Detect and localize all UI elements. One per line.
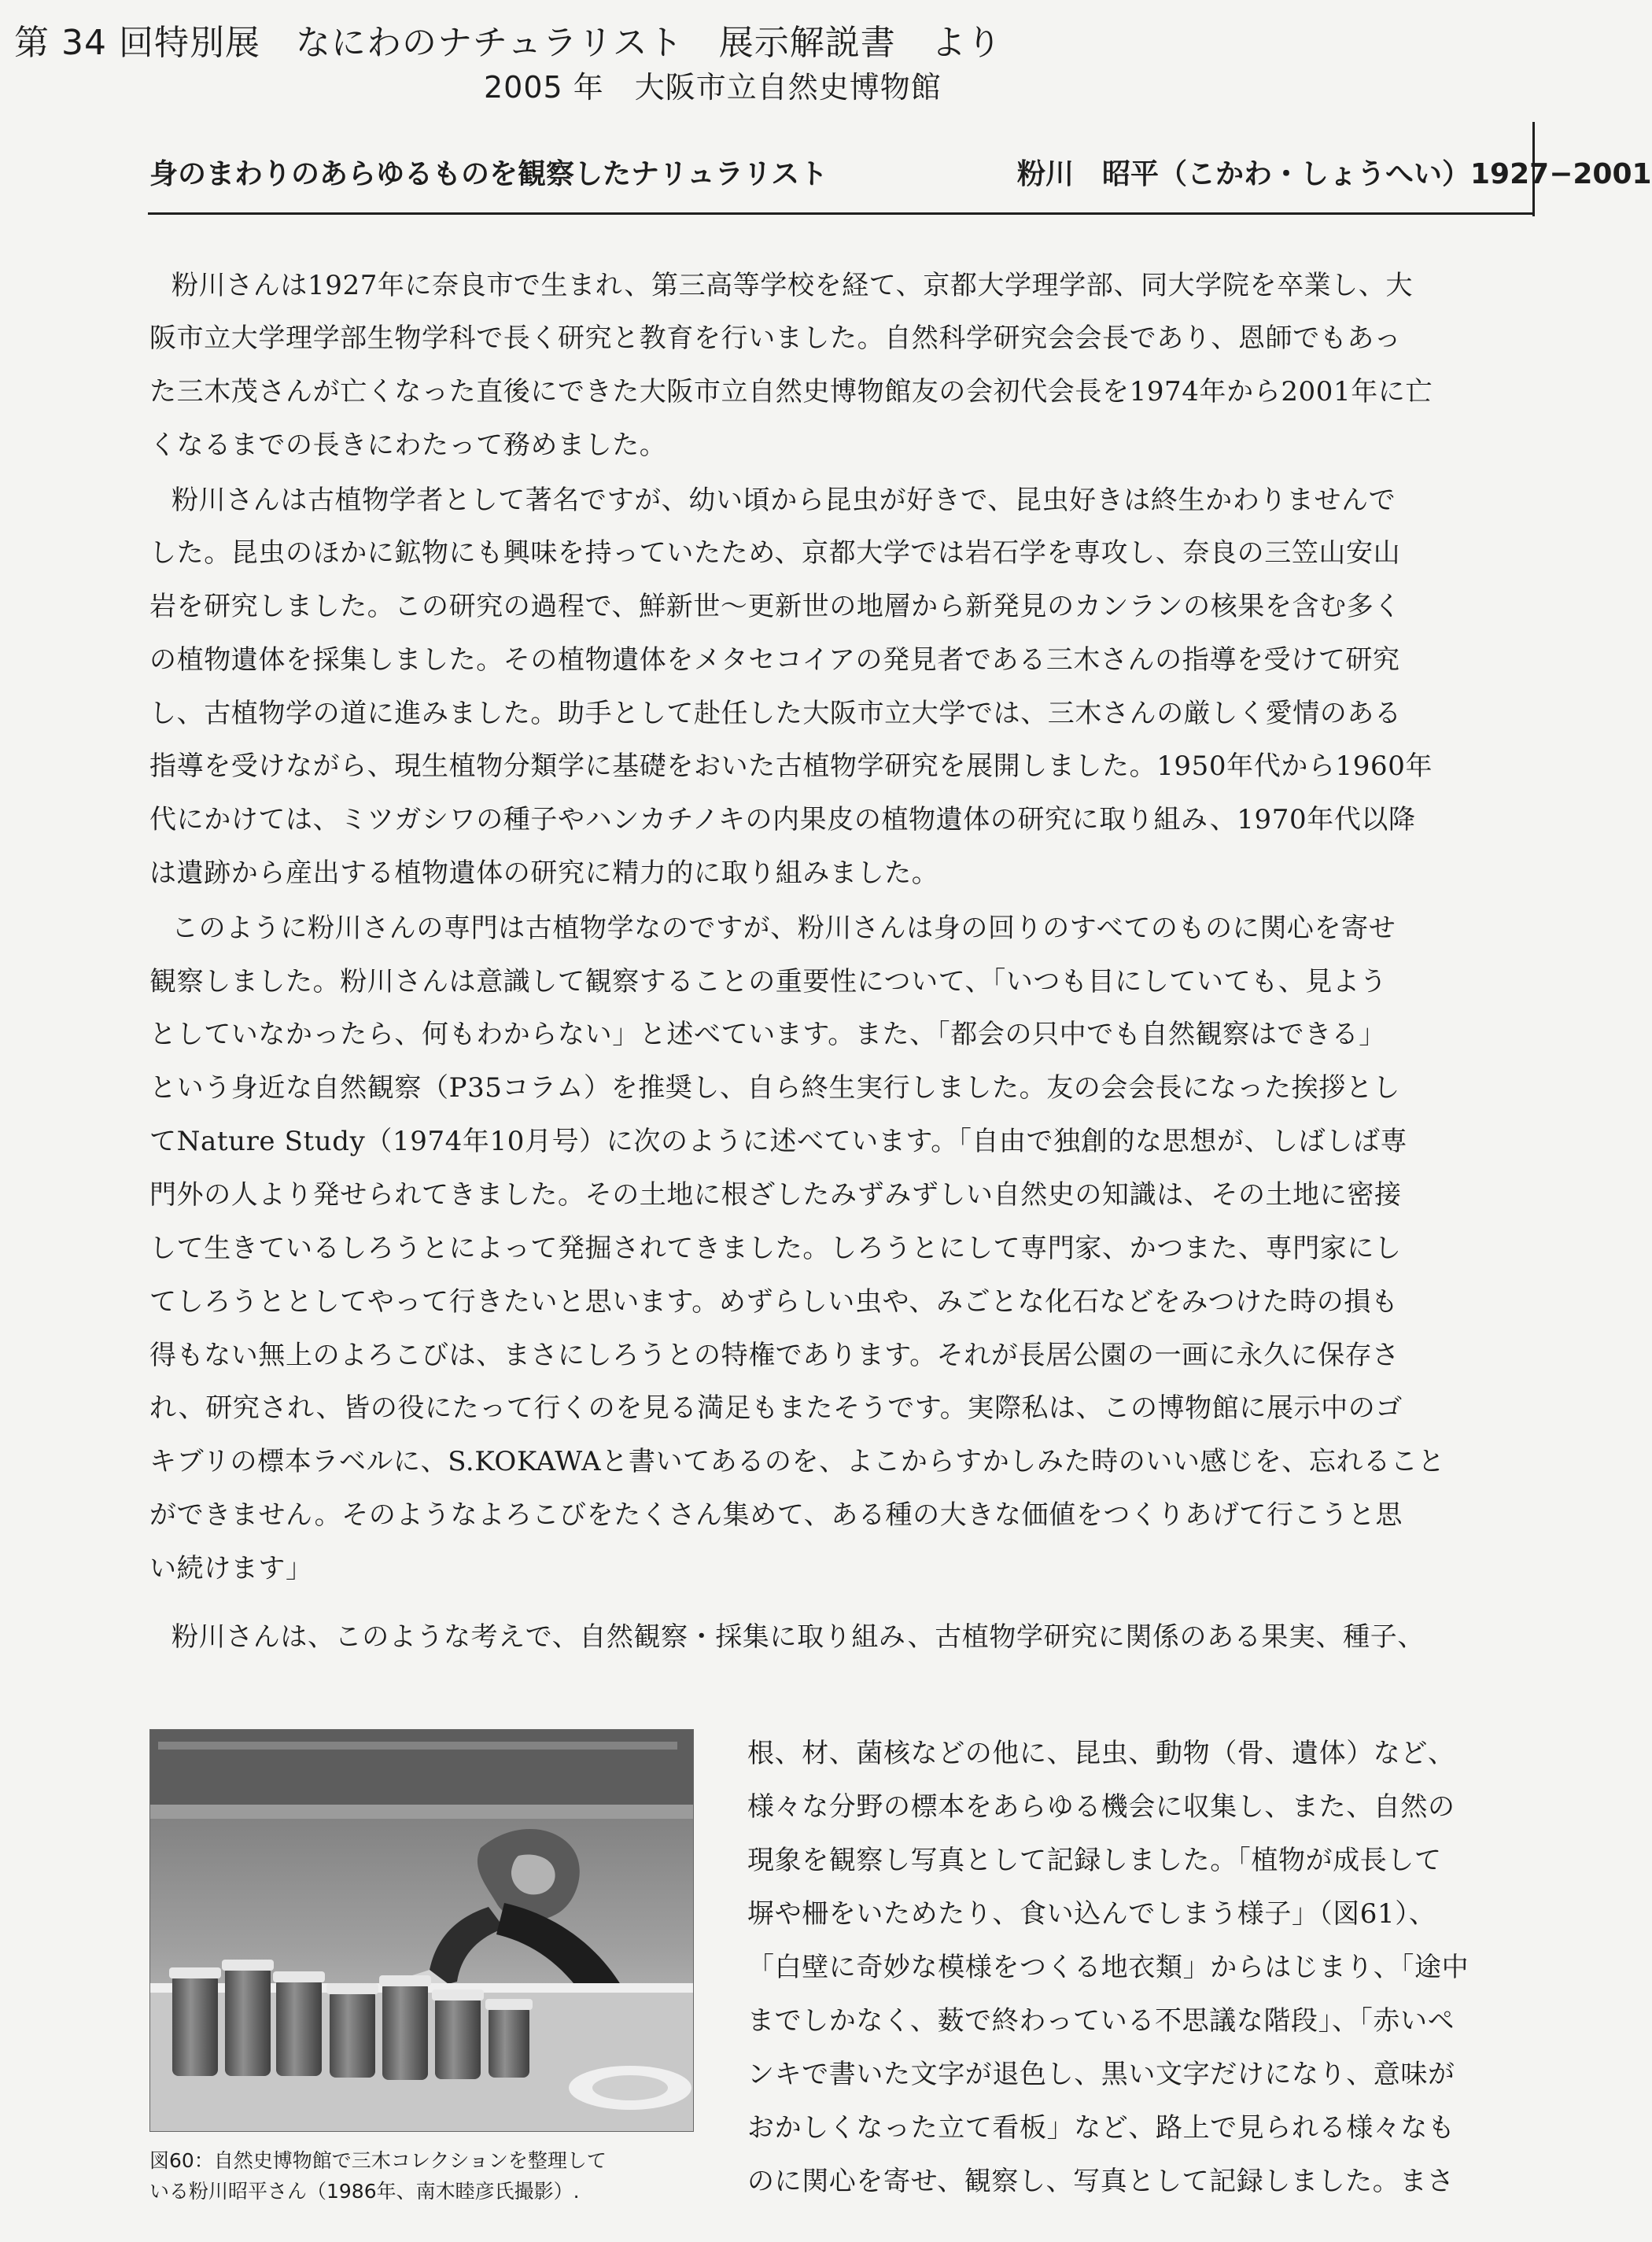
article-body-line: てしろうととしてやって行きたいと思います。めずらしい虫や、みごとな化石などをみつけた時の損も bbox=[149, 1286, 1399, 1318]
article-body-line: し、古植物学の道に進みました。助手として赴任した大阪市立大学では、三木さんの厳しく愛情のある bbox=[149, 698, 1402, 729]
article-body-line: た三木茂さんが亡くなった直後にできた大阪市立自然史博物館友の会初代会長を1974年から2001年に亡 bbox=[149, 376, 1433, 407]
article-body-line: は遺跡から産出する植物遺体の研究に精力的に取り組みました。 bbox=[149, 857, 939, 889]
article-body-line: 得もない無上のよろこびは、まさにしろうとの特権であります。それが長居公園の一画に永久に保存さ bbox=[149, 1340, 1399, 1371]
header-publisher: 2005 年 大阪市立自然史博物館 bbox=[484, 70, 942, 105]
article-body-line: 指導を受けながら、現生植物分類学に基礎をおいた古植物学研究を展開しました。1950年代から1960年 bbox=[149, 750, 1433, 782]
article-body-column-line: 塀や柵をいためたり、食い込んでしまう様子」（図61）、 bbox=[747, 1898, 1436, 1930]
article-body-line: としていなかったら、何もわからない」と述べています。また、「都会の只中でも自然観察はできる」 bbox=[149, 1019, 1386, 1050]
article-body-line: い続けます」 bbox=[149, 1553, 313, 1584]
figure-caption-line: いる粉川昭平さん（1986年、南木睦彦氏撮影）. bbox=[149, 2180, 580, 2203]
article-body-column-line: おかしくなった立て看板」など、路上で見られる様々なも bbox=[747, 2112, 1455, 2144]
article-body-line: キブリの標本ラベルに、S.KOKAWAと書いてあるのを、よこからすかしみた時のいい感じを、忘れること bbox=[149, 1446, 1445, 1477]
article-body-column-line: 現象を観察し写真として記録しました。「植物が成長して bbox=[747, 1845, 1442, 1876]
article-body-line: 粉川さんは1927年に奈良市で生まれ、第三高等学校を経て、京都大学理学部、同大学院を卒業し、大 bbox=[171, 270, 1414, 301]
article-author: 粉川 昭平（こかわ・しょうへい）1927−2001 bbox=[1017, 158, 1652, 190]
article-body-line: くなるまでの長きにわたって務めました。 bbox=[149, 430, 667, 461]
article-body-line: 門外の人より発せられてきました。その土地に根ざしたみずみずしい自然史の知識は、その土地に密接 bbox=[149, 1179, 1402, 1211]
article-body-column-line: のに関心を寄せ、観察し、写真として記録しました。まさ bbox=[747, 2166, 1455, 2197]
article-body-line: 代にかけては、ミツガシワの種子やハンカチノキの内果皮の植物遺体の研究に取り組み、1970年代以降 bbox=[149, 804, 1416, 835]
article-title-box bbox=[148, 122, 1652, 216]
article-body-line: れ、研究され、皆の役にたって行くのを見る満足もまたそうです。実際私は、この博物館に展示中のゴ bbox=[149, 1392, 1403, 1424]
article-body-column-line: ンキで書いた文字が退色し、黒い文字だけになり、意味が bbox=[747, 2059, 1455, 2090]
figure-photo bbox=[149, 1729, 694, 2132]
article-body-line: という身近な自然観察（P35コラム）を推奨し、自ら終生実行しました。友の会会長になった挨拶とし bbox=[149, 1072, 1400, 1104]
article-body-column-line: までしかなく、薮で終わっている不思議な階段」、「赤いペ bbox=[747, 2005, 1455, 2037]
article-body-line: 粉川さんは古植物学者として著名ですが、幼い頃から昆虫が好きで、昆虫好きは終生かわりませんで bbox=[171, 485, 1396, 516]
article-title: 身のまわりのあらゆるものを観察したナリュラリスト bbox=[149, 158, 828, 190]
title-divider bbox=[148, 212, 1534, 215]
figure-caption bbox=[149, 2145, 716, 2207]
article-body-line: した。昆虫のほかに鉱物にも興味を持っていたため、京都大学では岩石学を専攻し、奈良の三笠山安山 bbox=[149, 537, 1401, 569]
header-exhibition-title: 第 34 回特別展 なにわのナチュラリスト 展示解説書 より bbox=[14, 23, 1002, 63]
article-body-line: 岩を研究しました。この研究の過程で、鮮新世〜更新世の地層から新発見のカンランの核果を含む多く bbox=[149, 591, 1401, 622]
article-body-line: 粉川さんは、このような考えで、自然観察・採集に取り組み、古植物学研究に関係のある果実、種子、 bbox=[171, 1621, 1425, 1653]
article-body-line: して生きているしろうとによって発掘されてきました。しろうとにして専門家、かつまた、専門家にし bbox=[149, 1233, 1402, 1264]
article-body-line: の植物遺体を採集しました。その植物遺体をメタセコイアの発見者である三木さんの指導を受けて研究 bbox=[149, 644, 1400, 676]
article-body-line: ができません。そのようなよろこびをたくさん集めて、ある種の大きな価値をつくりあげて行こうと思 bbox=[149, 1499, 1403, 1531]
figure-caption-line: 図60：自然史博物館で三木コレクションを整理して bbox=[149, 2149, 607, 2172]
article-body-column-line: 「白壁に奇妙な模様をつくる地衣類」からはじまり、「途中 bbox=[747, 1952, 1469, 1983]
article-body-column-line: 様々な分野の標本をあらゆる機会に収集し、また、自然の bbox=[747, 1791, 1455, 1823]
article-body-line: てNature Study（1974年10月号）に次のように述べています。「自由で独創的な思想が、しばしば専 bbox=[149, 1126, 1408, 1157]
article-body-line: 阪市立大学理学部生物学科で長く研究と教育を行いました。自然科学研究会会長であり、恩師でもあっ bbox=[149, 323, 1402, 354]
article-body-line: このように粉川さんの専門は古植物学なのですが、粉川さんは身の回りのすべてのものに関心を寄せ bbox=[171, 913, 1396, 944]
article-body-line: 観察しました。粉川さんは意識して観察することの重要性について、「いつも目にしていても、見よう bbox=[149, 966, 1388, 997]
article-body-column-line: 根、材、菌核などの他に、昆虫、動物（骨、遺体）など、 bbox=[747, 1738, 1455, 1769]
